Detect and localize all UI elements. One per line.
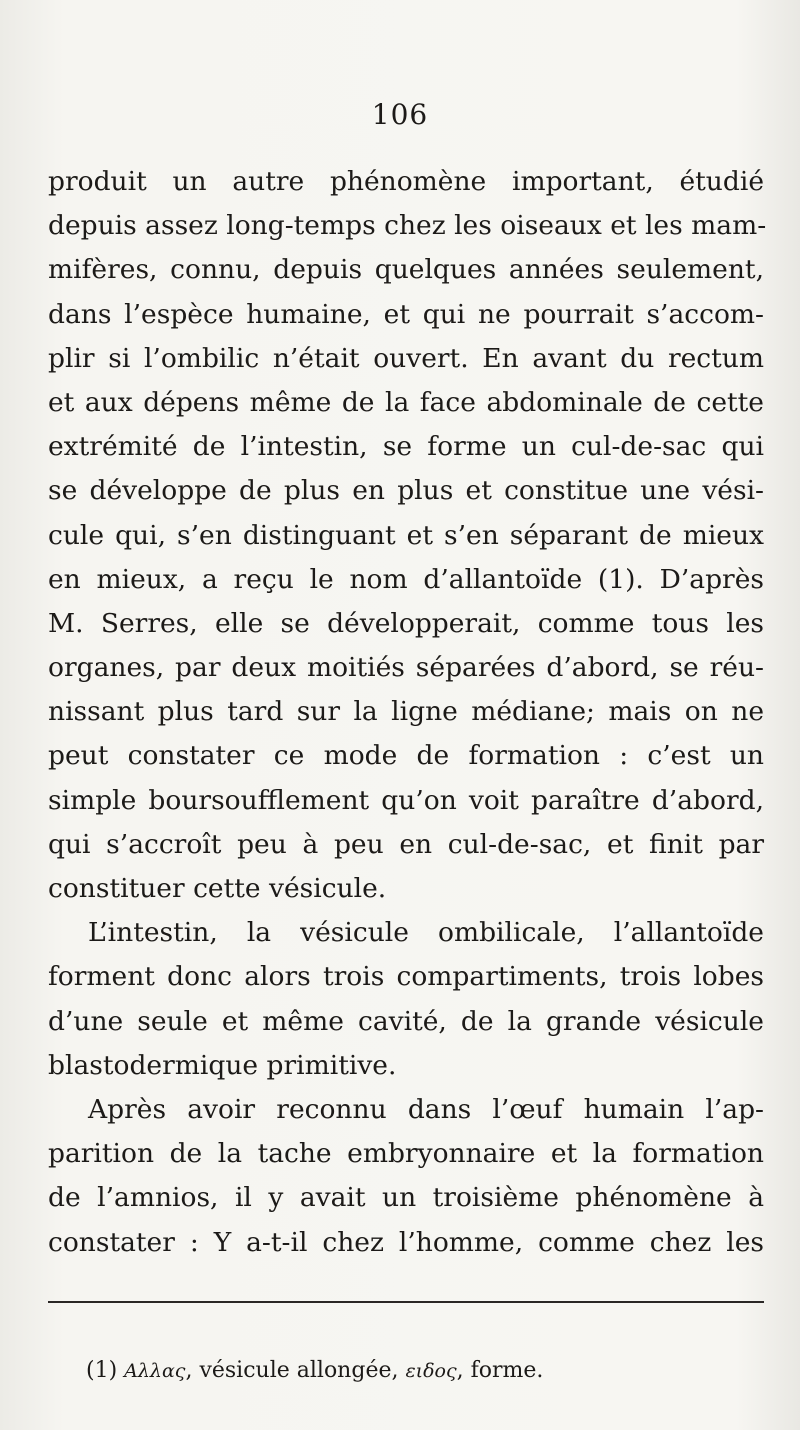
- text-line: qui s’accroît peu à peu en cul-de-sac, et finit par: [48, 828, 764, 860]
- text-line: produit un autre phénomène important, étudié: [48, 166, 764, 197]
- text-line: extrémité de l’intestin, se forme un cul-de-sac qui: [48, 431, 764, 463]
- text-line: blastodermique primitive.: [48, 1049, 397, 1081]
- text-line: se développe de plus en plus et constitue une vési-: [48, 475, 764, 507]
- text-line: plir si l’ombilic n’était ouvert. En avant du rectum: [48, 342, 764, 374]
- text-line: peut constater ce mode de formation : c’est un: [48, 740, 764, 772]
- text-line: en mieux, a reçu le nom d’allantoïde (1). D’après: [48, 563, 764, 595]
- text-line: Après avoir reconnu dans l’œuf humain l’ap-: [88, 1093, 764, 1125]
- text-line: L’intestin, la vésicule ombilicale, l’allantoïde: [88, 917, 764, 949]
- text-line: forment donc alors trois compartiments, trois lobes: [48, 961, 764, 993]
- footnote-marker: (1): [86, 1358, 118, 1383]
- footnote-divider: [48, 1301, 764, 1303]
- text-line: mifères, connu, depuis quelques années seulement,: [48, 254, 764, 286]
- text-line: constater : Y a-t-il chez l’homme, comme chez les: [48, 1226, 764, 1258]
- footnote-text-end: , forme.: [456, 1358, 544, 1383]
- text-line: depuis assez long-temps chez les oiseaux et les mam-: [48, 210, 767, 242]
- text-line: et aux dépens même de la face abdominale de cette: [48, 386, 764, 418]
- footnote-greek-word-2: ειδος: [405, 1360, 457, 1382]
- text-line: simple boursoufflement qu’on voit paraître d’abord,: [48, 784, 764, 816]
- text-line: organes, par deux moitiés séparées d’abord, se réu-: [48, 652, 764, 684]
- body-text: [48, 160, 767, 1265]
- text-line: parition de la tache embryonnaire et la formation: [48, 1138, 764, 1170]
- text-line: nissant plus tard sur la ligne médiane; mais on ne: [48, 696, 764, 728]
- footnote: [86, 1358, 543, 1383]
- text-line: M. Serres, elle se développerait, comme tous les: [48, 607, 764, 639]
- text-line: constituer cette vésicule.: [48, 873, 387, 904]
- footnote-greek-word: Αλλας: [124, 1360, 186, 1382]
- text-line: cule qui, s’en distinguant et s’en séparant de mieux: [48, 519, 764, 551]
- text-line: dans l’espèce humaine, et qui ne pourrait s’accom-: [48, 298, 764, 330]
- text-line: de l’amnios, il y avait un troisième phénomène à: [48, 1182, 764, 1214]
- footnote-text: , vésicule allongée,: [185, 1358, 406, 1383]
- page-number: 106: [371, 98, 429, 131]
- text-line: d’une seule et même cavité, de la grande vésicule: [48, 1005, 764, 1037]
